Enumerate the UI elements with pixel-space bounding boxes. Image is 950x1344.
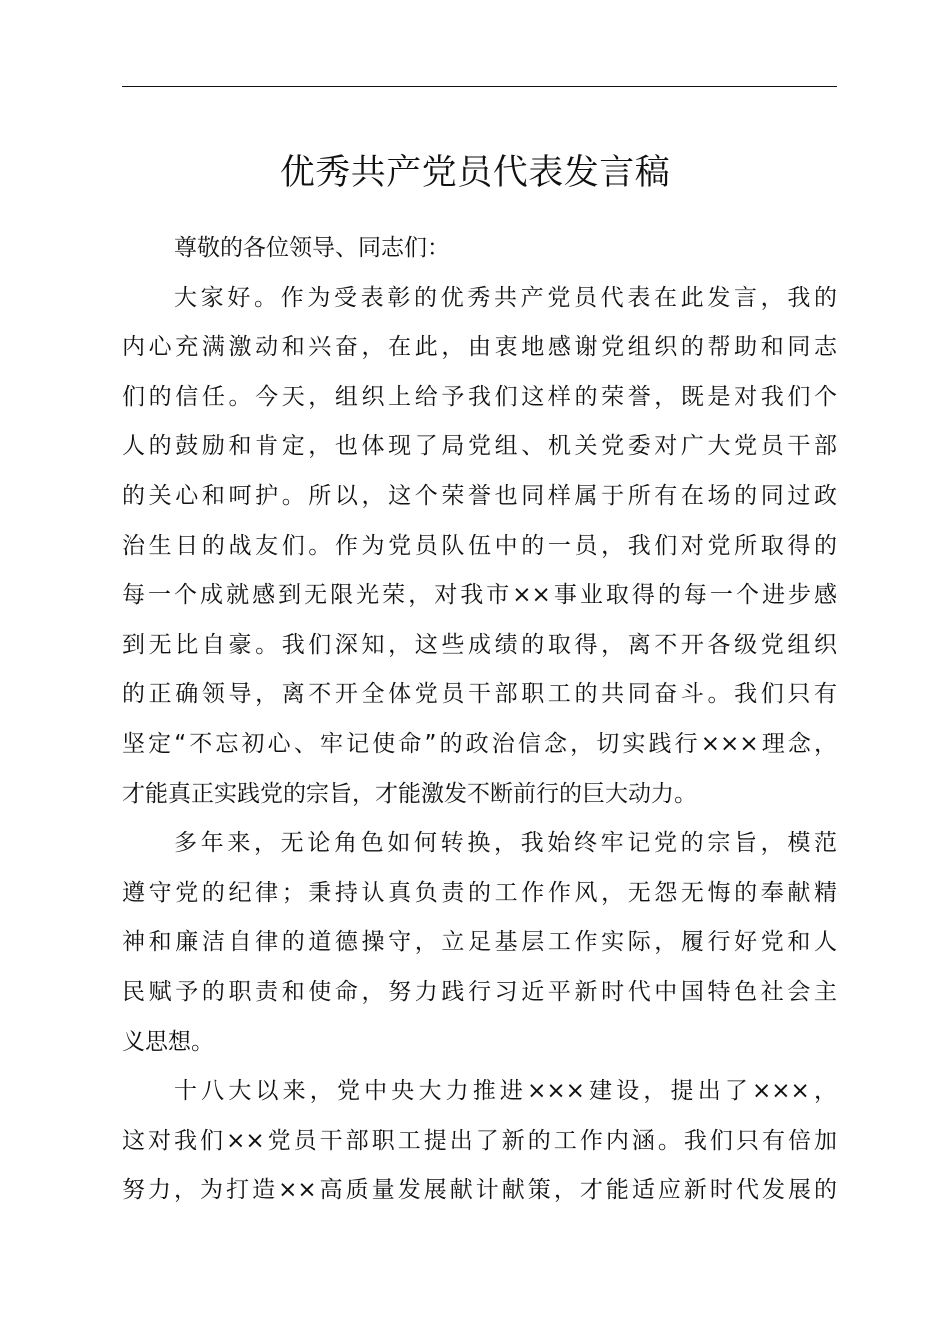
paragraph-line: 每一个成就感到无限光荣，对我市××事业取得的每一个进步感 (122, 582, 837, 609)
header-rule (122, 86, 837, 87)
paragraph-line: 人的鼓励和肯定，也体现了局党组、机关党委对广大党员干部 (122, 433, 837, 460)
paragraph-line: 才能真正实践党的宗旨，才能激发不断前行的巨大动力。 (122, 780, 697, 807)
paragraph-line: 遵守党的纪律；秉持认真负责的工作作风，无怨无悔的奉献精 (122, 879, 837, 906)
document-body (122, 224, 837, 1216)
paragraph-line: 大家好。作为受表彰的优秀共产党员代表在此发言，我的 (174, 284, 837, 311)
paragraph-line: 义思想。 (122, 1028, 214, 1055)
paragraph-line: 努力，为打造××高质量发展献计献策，才能适应新时代发展的 (122, 1177, 837, 1204)
paragraph-line: 十八大以来，党中央大力推进×××建设，提出了×××， (174, 1078, 837, 1105)
salutation-line: 尊敬的各位领导、同志们： (174, 235, 450, 261)
paragraph-2 (122, 819, 837, 1067)
paragraph-line: 多年来，无论角色如何转换，我始终牢记党的宗旨，模范 (174, 830, 837, 857)
paragraph-line: 内心充满激动和兴奋，在此，由衷地感谢党组织的帮助和同志 (122, 334, 837, 361)
paragraph-3 (122, 1067, 837, 1216)
paragraph-line: 到无比自豪。我们深知，这些成绩的取得，离不开各级党组织 (122, 631, 837, 658)
page-title: 优秀共产党员代表发言稿 (279, 153, 671, 193)
salutation (122, 224, 837, 274)
paragraph-line: 神和廉洁自律的道德操守，立足基层工作实际，履行好党和人 (122, 929, 837, 956)
paragraph-1 (122, 274, 837, 820)
paragraph-line: 的关心和呵护。所以，这个荣誉也同样属于所有在场的同过政 (122, 482, 837, 509)
paragraph-line: 治生日的战友们。作为党员队伍中的一员，我们对党所取得的 (122, 532, 837, 559)
paragraph-line: 民赋予的职责和使命，努力践行习近平新时代中国特色社会主 (122, 978, 837, 1005)
paragraph-line: 们的信任。今天，组织上给予我们这样的荣誉，既是对我们个 (122, 383, 837, 410)
paragraph-line: 的正确领导，离不开全体党员干部职工的共同奋斗。我们只有 (122, 681, 837, 708)
paragraph-line: 坚定“不忘初心、牢记使命”的政治信念，切实践行×××理念， (122, 730, 837, 757)
paragraph-line: 这对我们××党员干部职工提出了新的工作内涵。我们只有倍加 (122, 1127, 837, 1154)
